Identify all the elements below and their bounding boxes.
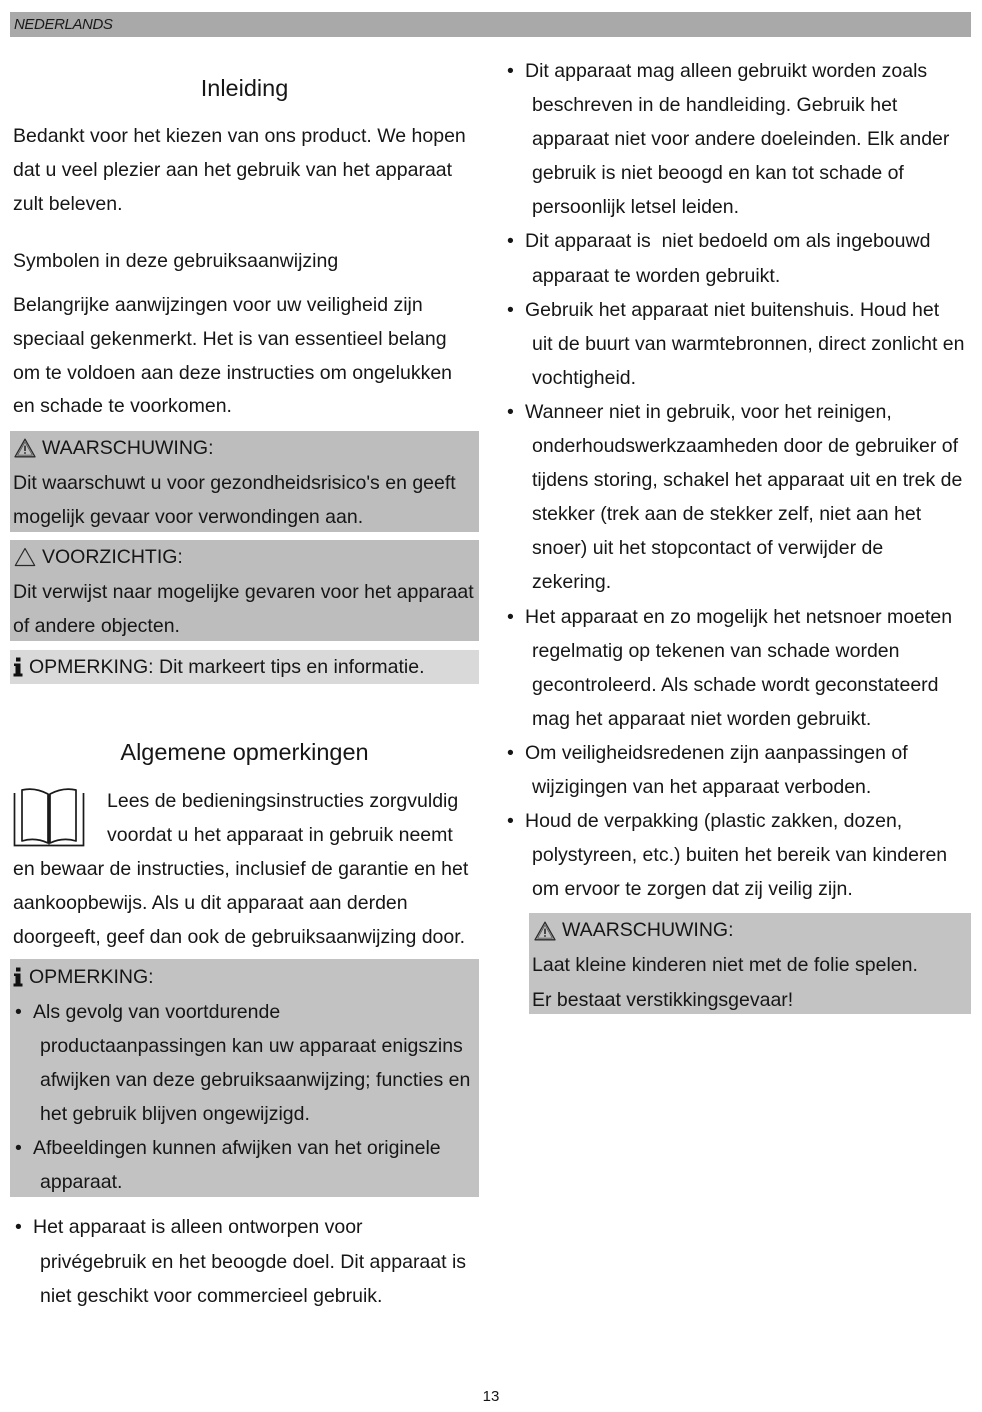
bullet-line: beschreven in de handleiding. Gebruik het bbox=[532, 94, 898, 117]
list-item bbox=[505, 54, 971, 224]
symbols-paragraph bbox=[13, 289, 479, 424]
bullet-line: afwijken van deze gebruiksaanwijzing; functies en bbox=[40, 1069, 471, 1091]
note-header bbox=[13, 650, 479, 684]
read-line: voordat u het apparaat in gebruik neemt bbox=[107, 824, 453, 846]
bullet-line: onderhoudswerkzaamheden door de gebruiker of bbox=[532, 435, 959, 458]
bullet-line: tijdens storing, schakel het apparaat uit en trek de bbox=[532, 469, 963, 492]
warning-triangle-icon bbox=[14, 438, 36, 458]
language-label: NEDERLANDS bbox=[14, 16, 113, 33]
language-header-bar bbox=[10, 12, 971, 37]
symbols-heading: Symbolen in deze gebruiksaanwijzing bbox=[13, 250, 339, 272]
warning-header bbox=[13, 431, 479, 466]
bullet-line: apparaat. bbox=[40, 1171, 123, 1193]
list-item bbox=[505, 804, 971, 906]
warning-triangle-icon bbox=[534, 921, 556, 941]
bullet-line: • Dit apparaat is niet bedoeld om als ingebouwd bbox=[505, 224, 971, 258]
list-item bbox=[505, 224, 971, 292]
list-item bbox=[505, 395, 971, 600]
read-line: Lees de bedieningsinstructies zorgvuldig bbox=[107, 790, 459, 812]
intro-title: Inleiding bbox=[200, 75, 289, 101]
bullet-line: • Gebruik het apparaat niet buitenshuis. Houd het bbox=[505, 293, 971, 327]
safety-bullet-list bbox=[505, 54, 971, 906]
bullet-line: • Wanneer niet in gebruik, voor het reinigen, bbox=[505, 395, 971, 429]
read-line: aankoopbewijs. Als u dit apparaat aan derden bbox=[13, 892, 408, 914]
symbols-line: Belangrijke aanwijzingen voor uw veiligheid zijn bbox=[13, 294, 423, 316]
bullet-line: • Het apparaat is alleen ontworpen voor bbox=[13, 1210, 479, 1245]
warning-text-line: mogelijk gevaar voor verwondingen aan. bbox=[13, 506, 364, 528]
general-bullet-list bbox=[13, 1210, 479, 1314]
symbols-line: en schade te voorkomen. bbox=[13, 395, 232, 418]
child-warning-label: WAARSCHUWING: bbox=[562, 919, 734, 941]
bullet-line: uit de buurt van warmtebronnen, direct zonlicht en bbox=[532, 332, 965, 355]
bullet-line: polystyreen, etc.) buiten het bereik van kinderen bbox=[532, 844, 948, 867]
bullet-line: • Als gevolg van voortdurende bbox=[13, 995, 479, 1029]
intro-line: zult beleven. bbox=[13, 193, 123, 215]
bullet-line: mag het apparaat niet worden gebruikt. bbox=[532, 707, 872, 730]
bullet-line: niet geschikt voor commercieel gebruik. bbox=[40, 1285, 383, 1307]
list-item bbox=[505, 600, 971, 736]
caution-triangle-icon bbox=[14, 547, 36, 567]
intro-line: Bedankt voor het kiezen van ons product. We hopen bbox=[13, 125, 466, 147]
general-title: Algemene opmerkingen bbox=[120, 739, 369, 765]
warning-text-line: Dit waarschuwt u voor gezondheidsrisico's en geeft bbox=[13, 471, 456, 494]
bullet-line: • Afbeeldingen kunnen afwijken van het originele bbox=[13, 1131, 479, 1165]
caution-header bbox=[13, 540, 479, 575]
bullet-line: • Het apparaat en zo mogelijk het netsnoer moeten bbox=[505, 600, 971, 634]
bullet-line: gecontroleerd. Als schade wordt geconstateerd bbox=[532, 673, 939, 696]
list-item bbox=[13, 1210, 479, 1314]
caution-label: VOORZICHTIG: bbox=[42, 546, 183, 568]
read-line: en bewaar de instructies, inclusief de garantie en het bbox=[13, 858, 469, 880]
bullet-line: regelmatig op tekenen van schade worden bbox=[532, 639, 900, 662]
bullet-line: wijzigingen van het apparaat verboden. bbox=[532, 775, 872, 798]
bullet-line: stekker (trek aan de stekker zelf, niet aan het bbox=[532, 503, 922, 526]
bullet-line: • Houd de verpakking (plastic zakken, dozen, bbox=[505, 804, 971, 838]
intro-paragraph bbox=[13, 119, 479, 221]
bullet-line: snoer) uit het stopcontact of verwijder de bbox=[532, 537, 884, 560]
warning-label: WAARSCHUWING: bbox=[42, 437, 214, 459]
general-note-bullet-list bbox=[13, 995, 479, 1199]
note-box bbox=[10, 650, 479, 684]
symbols-line: om te voldoen aan deze instructies om ongelukken bbox=[13, 361, 453, 384]
bullet-line: vochtigheid. bbox=[532, 366, 637, 389]
child-warning-header bbox=[532, 913, 971, 948]
warning-box bbox=[10, 431, 479, 532]
bullet-line: privégebruik en het beoogde doel. Dit apparaat is bbox=[40, 1250, 467, 1273]
caution-text-line: of andere objecten. bbox=[13, 615, 180, 637]
list-item bbox=[505, 736, 971, 804]
bullet-line: apparaat te worden gebruikt. bbox=[532, 264, 781, 287]
caution-box bbox=[10, 540, 479, 641]
list-item bbox=[13, 1131, 479, 1199]
general-note-box bbox=[10, 959, 479, 1197]
info-icon bbox=[13, 967, 23, 987]
general-note-header bbox=[13, 959, 479, 995]
note-text: OPMERKING: Dit markeert tips en informatie. bbox=[29, 656, 425, 678]
bullet-line: om ervoor te zorgen dat zij veilig zijn. bbox=[532, 878, 853, 901]
page-number: 13 bbox=[482, 1388, 500, 1405]
bullet-line: apparaat niet voor andere doeleinden. Elk ander bbox=[532, 128, 950, 151]
child-warning-text-line: Er bestaat verstikkingsgevaar! bbox=[532, 989, 794, 1011]
caution-text-line: Dit verwijst naar mogelijke gevaren voor het apparaat bbox=[13, 580, 474, 603]
bullet-line: gebruik is niet beoogd en kan tot schade of bbox=[532, 162, 904, 185]
bullet-line: persoonlijk letsel leiden. bbox=[532, 196, 740, 219]
symbols-heading-block bbox=[13, 244, 479, 278]
symbols-line: speciaal gekenmerkt. Het is van essentieel belang bbox=[13, 327, 447, 350]
list-item bbox=[13, 995, 479, 1131]
bullet-line: zekering. bbox=[532, 571, 612, 594]
bullet-line: • Om veiligheidsredenen zijn aanpassingen of bbox=[505, 736, 971, 770]
general-note-label: OPMERKING: bbox=[29, 966, 154, 988]
read-instructions-paragraph bbox=[13, 784, 479, 954]
bullet-line: productaanpassingen kan uw apparaat enigszins bbox=[40, 1035, 463, 1057]
list-item bbox=[505, 293, 971, 395]
child-warning-box bbox=[529, 913, 971, 1014]
info-icon bbox=[13, 657, 23, 677]
child-warning-text-line: Laat kleine kinderen niet met de folie spelen. bbox=[532, 954, 918, 976]
bullet-line: • Dit apparaat mag alleen gebruikt worden zoals bbox=[505, 54, 971, 88]
intro-line: dat u veel plezier aan het gebruik van het apparaat bbox=[13, 159, 453, 181]
read-line: doorgeeft, geef dan ook de gebruiksaanwijzing door. bbox=[13, 926, 466, 948]
bullet-line: het gebruik blijven ongewijzigd. bbox=[40, 1103, 310, 1125]
